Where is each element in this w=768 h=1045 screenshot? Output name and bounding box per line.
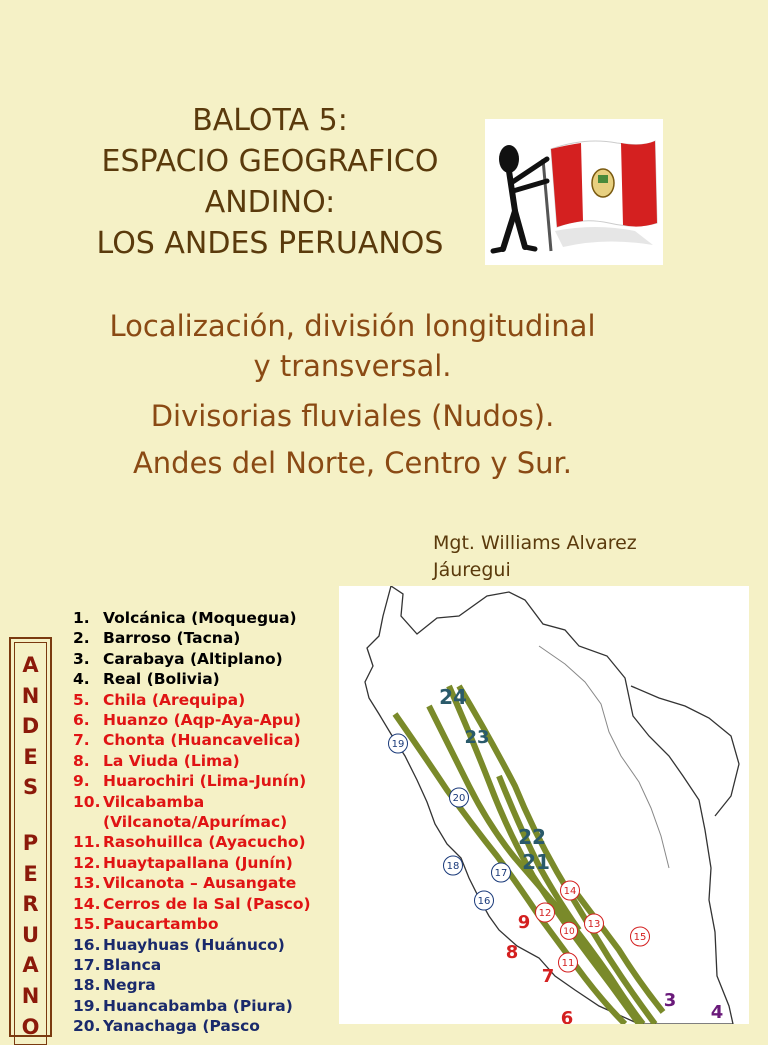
vertical-letter: U	[21, 922, 40, 947]
list-item-number: 10.	[73, 792, 101, 811]
list-item-text: Cerros de la Sal (Pasco)	[103, 894, 311, 913]
vertical-letter	[9, 803, 52, 828]
title-line-3: ANDINO:	[204, 185, 336, 220]
list-item	[73, 873, 311, 893]
map-label: 22	[518, 825, 546, 849]
list-item-number: 16.	[73, 935, 101, 954]
list-item-text: Negra	[103, 976, 156, 995]
list-item-number: 5.	[73, 690, 90, 709]
subtitle-line-3: Divisorias fluviales (Nudos).	[150, 399, 555, 433]
list-item-number: 12.	[73, 853, 101, 872]
list-item	[73, 751, 311, 771]
list-item-text: Carabaya (Altiplano)	[103, 649, 283, 668]
list-item	[73, 649, 311, 669]
list-item	[73, 853, 311, 873]
list-item-text: Yanachaga (Pasco	[103, 1017, 260, 1036]
list-item-text: Rasohuillca (Ayacucho)	[103, 833, 306, 852]
vertical-letter: E	[23, 861, 38, 886]
list-item-text: Huayhuas (Huánuco)	[103, 935, 285, 954]
list-item-text: Barroso (Tacna)	[103, 629, 241, 648]
vertical-letter: D	[21, 714, 40, 739]
list-item-number: 6.	[73, 711, 90, 730]
list-item-text: Blanca	[103, 955, 162, 974]
list-item-text: (Vilcanota/Apurímac)	[103, 813, 288, 832]
map-label: 14	[563, 886, 577, 897]
list-item	[73, 935, 311, 955]
list-item-number: 9.	[73, 772, 90, 791]
list-item	[73, 730, 311, 750]
list-item-number: 18.	[73, 976, 101, 995]
list-item-number: 11.	[73, 833, 101, 852]
list-item-text: Huanzo (Aqp-Aya-Apu)	[103, 711, 301, 730]
list-item-number: 1.	[73, 609, 90, 627]
vertical-letter: N	[21, 983, 40, 1008]
list-item-text: Real (Bolivia)	[103, 670, 220, 689]
list-item	[73, 832, 311, 852]
map-label: 21	[522, 850, 550, 874]
peru-map-drawing	[339, 586, 749, 1024]
list-item-text: Volcánica (Moquegua)	[103, 609, 297, 627]
vertical-letter: N	[21, 683, 40, 708]
vertical-letter: A	[22, 953, 39, 978]
list-item-text: Vilcabamba	[103, 792, 205, 811]
list-item-text: Huarochiri (Lima-Junín)	[103, 772, 307, 791]
list-item	[73, 812, 311, 832]
map-label: 23	[464, 727, 490, 748]
map-label: 13	[587, 919, 601, 930]
vertical-letter: O	[21, 1014, 40, 1039]
map-label: 16	[477, 896, 491, 907]
map-label: 19	[391, 739, 405, 750]
list-item-number: 3.	[73, 649, 90, 668]
list-item	[73, 710, 311, 730]
list-item	[73, 628, 311, 648]
map-label: 7	[541, 966, 555, 987]
peru-map	[339, 586, 749, 1024]
list-item	[73, 771, 311, 791]
list-item	[73, 955, 311, 975]
list-item	[73, 608, 311, 628]
list-item-number: 15.	[73, 915, 101, 934]
title-line-4: LOS ANDES PERUANOS	[96, 226, 444, 261]
list-item	[73, 914, 311, 934]
map-label: 11	[561, 958, 575, 969]
title-line-2: ESPACIO GEOGRAFICO	[101, 144, 439, 179]
list-item	[73, 669, 311, 689]
map-label: 9	[517, 912, 531, 933]
list-item-number: 13.	[73, 874, 101, 893]
map-label: 8	[505, 942, 519, 963]
vertical-letter: A	[22, 653, 39, 677]
map-label: 10	[563, 927, 575, 937]
vertical-label-andes-peruanos	[9, 650, 52, 1042]
map-label: 12	[538, 908, 552, 919]
vertical-letter: E	[23, 744, 38, 769]
list-item	[73, 894, 311, 914]
list-item-text: Chonta (Huancavelica)	[103, 731, 301, 750]
flag-clipart	[485, 119, 663, 265]
map-label: 4	[710, 1002, 724, 1023]
list-item-number	[73, 812, 103, 832]
list-item-number: 4.	[73, 670, 90, 689]
list-item	[73, 690, 311, 710]
list-item-text: Vilcanota – Ausangate	[103, 874, 297, 893]
vertical-letter: R	[22, 892, 39, 917]
list-item-number: 2.	[73, 629, 90, 648]
subtitle-line-2: y transversal.	[253, 349, 452, 383]
map-label: 15	[633, 932, 647, 943]
subtitle-line-1: Localización, división longitudinal	[109, 309, 596, 343]
author	[433, 530, 637, 584]
list-item	[73, 1016, 311, 1036]
list-item-number: 8.	[73, 751, 90, 770]
vertical-letter: P	[22, 830, 39, 855]
title-line-1: BALOTA 5:	[192, 103, 348, 138]
list-item-text: Paucartambo	[103, 915, 219, 934]
list-item	[73, 996, 311, 1016]
list-item-text: Huancabamba (Piura)	[103, 996, 293, 1015]
list-item-number: 14.	[73, 894, 101, 913]
list-item-text: Huaytapallana (Junín)	[103, 853, 293, 872]
map-label: 18	[446, 861, 460, 872]
nudos-list	[73, 608, 311, 1037]
list-item-number: 7.	[73, 731, 90, 750]
map-label: 17	[494, 868, 508, 879]
author-line-2: Jáuregui	[433, 559, 511, 581]
list-item	[73, 792, 311, 812]
list-item-number: 19.	[73, 996, 101, 1015]
map-label: 6	[560, 1008, 574, 1024]
vertical-letter: S	[22, 775, 39, 800]
stick-figure-flag-icon	[485, 119, 663, 265]
list-item-number: 17.	[73, 955, 101, 974]
subtitle-line-4: Andes del Norte, Centro y Sur.	[132, 446, 573, 480]
list-item-text: Chila (Arequipa)	[103, 690, 246, 709]
list-item-text: La Viuda (Lima)	[103, 751, 240, 770]
map-label: 24	[439, 685, 467, 709]
map-label: 3	[663, 990, 677, 1011]
author-line-1: Mgt. Williams Alvarez	[433, 532, 637, 554]
list-item	[73, 975, 311, 995]
slide-title	[60, 100, 480, 264]
list-item-number: 20.	[73, 1017, 101, 1036]
map-label: 20	[452, 793, 466, 804]
